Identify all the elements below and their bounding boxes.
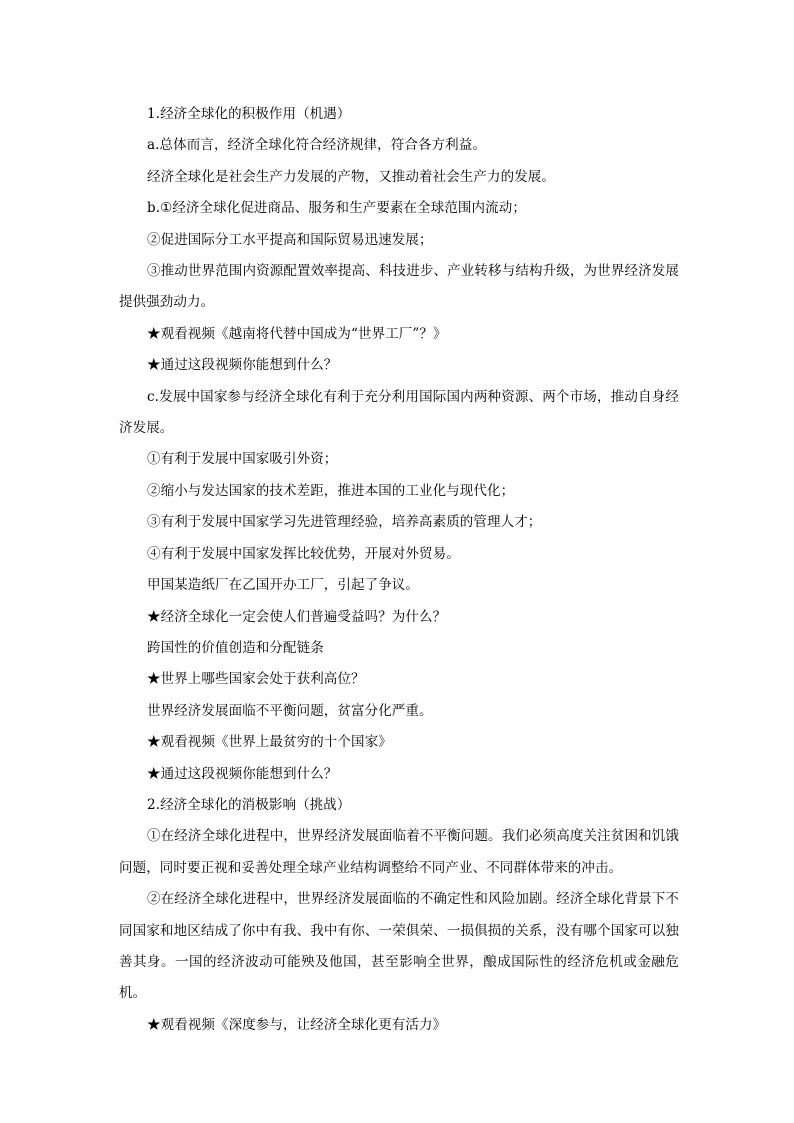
paragraph-line: b.①经济全球化促进商品、服务和生产要素在全球范围内流动； [147, 200, 526, 217]
video-prompt: ★观看视频《深度参与，让经济全球化更有活力》 [147, 1016, 447, 1033]
paragraph-line: ②促进国际分工水平提高和国际贸易迅速发展； [147, 231, 433, 248]
section-heading-negative-effects: 2.经济全球化的消极影响（挑战） [147, 796, 351, 813]
paragraph-line: ①有利于发展中国家吸引外资； [147, 451, 338, 468]
question-prompt: ★通过这段视频你能想到什么？ [147, 765, 338, 782]
paragraph-line: 甲国某造纸厂在乙国开办工厂，引起了争议。 [147, 577, 419, 594]
paragraph-line: 经济全球化是社会生产力发展的产物，又推动着社会生产力的发展。 [147, 168, 555, 185]
question-prompt: ★通过这段视频你能想到什么？ [147, 357, 338, 374]
paragraph-line: ④有利于发展中国家发挥比较优势，开展对外贸易。 [147, 545, 460, 562]
video-prompt: ★观看视频《越南将代替中国成为“世界工厂”？》 [147, 325, 447, 342]
document-body [119, 99, 679, 1041]
question-prompt: ★经济全球化一定会使人们普遍受益吗？为什么？ [147, 608, 447, 625]
paragraph-line: ③有利于发展中国家学习先进管理经验，培养高素质的管理人才； [147, 514, 542, 531]
video-prompt: ★观看视频《世界上最贫穷的十个国家》 [147, 734, 392, 751]
paragraph-line: 跨国性的价值创造和分配链条 [147, 639, 324, 656]
section-heading-positive-effects: 1.经济全球化的积极作用（机遇） [147, 106, 351, 122]
paragraph-block: ②在经济全球化进程中，世界经济发展面临的不确定性和风险加剧。经济全球化背景下不同国家和地区结成了你中有我、我中有你、一荣俱荣、一损俱损的关系，没有哪个国家可以独善其身。一国的经济波动可能殃及他国，甚至影响全世界，酿成国际性的经济危机或金融危机。 [119, 891, 679, 1002]
paragraph-block: c.发展中国家参与经济全球化有利于充分利用国际国内两种资源、两个市场，推动自身经济发展。 [119, 388, 679, 437]
question-prompt: ★世界上哪些国家会处于获利高位？ [147, 671, 365, 688]
paragraph-line: ②缩小与发达国家的技术差距，推进本国的工业化与现代化； [147, 482, 515, 499]
paragraph-block: ①在经济全球化进程中，世界经济发展面临着不平衡问题。我们必须高度关注贫困和饥饿问题，同时要正视和妥善处理全球产业结构调整给不同产业、不同群体带来的冲击。 [119, 828, 679, 876]
paragraph-line: a.总体而言，经济全球化符合经济规律，符合各方利益。 [147, 137, 486, 154]
paragraph-line: 世界经济发展面临不平衡问题，贫富分化严重。 [147, 702, 433, 719]
paragraph-block: ③推动世界范围内资源配置效率提高、科技进步、产业转移与结构升级，为世界经济发展提供强劲动力。 [119, 263, 679, 311]
